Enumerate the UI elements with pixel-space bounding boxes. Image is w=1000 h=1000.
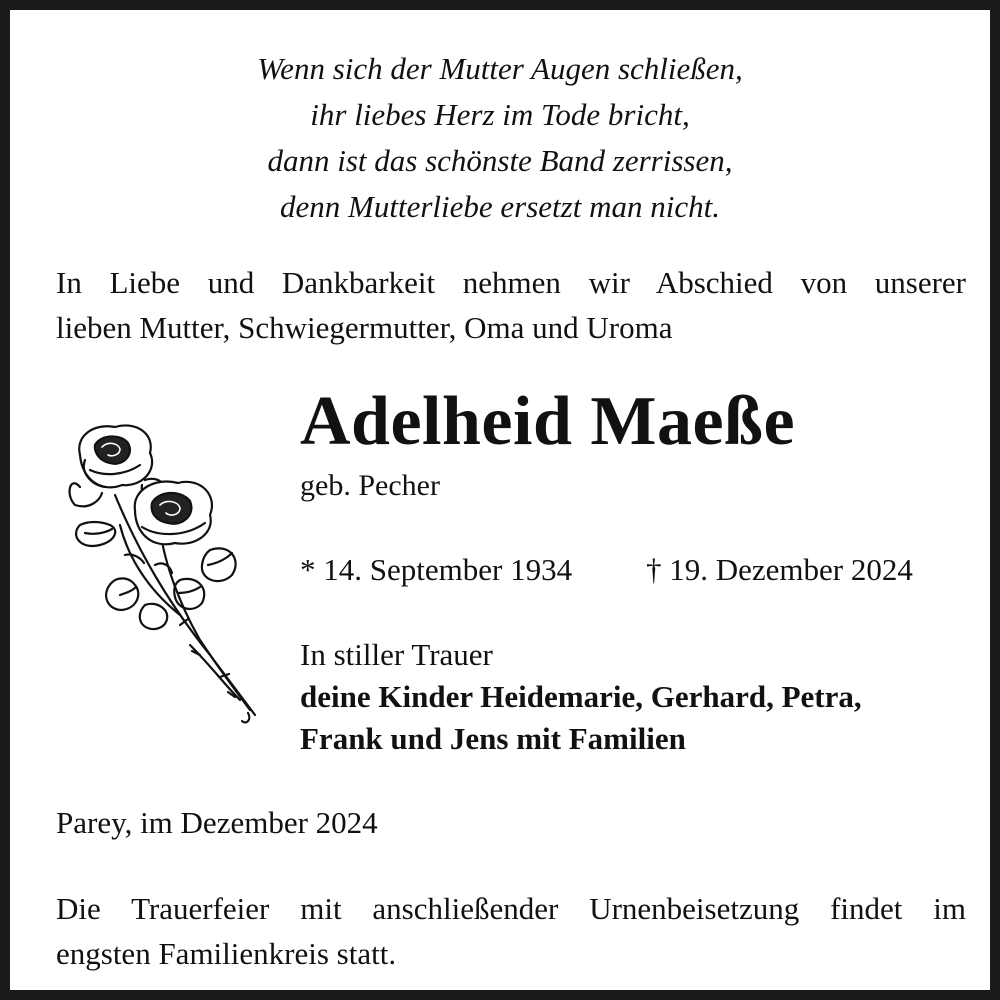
ceremony-line: engsten Familienkreis statt.	[56, 936, 397, 971]
intro-line: lieben Mutter, Schwiegermutter, Oma und Uroma	[56, 310, 673, 345]
rose-icon	[60, 415, 270, 730]
poem	[10, 46, 990, 230]
ceremony-line: Die Trauerfeier mit anschließender Urnenbeisetzung findet im	[56, 891, 966, 926]
death-date: † 19. Dezember 2024	[646, 552, 913, 587]
intro-text	[56, 260, 966, 350]
place-date: Parey, im Dezember 2024	[56, 805, 378, 840]
deceased-name: Adelheid Maeße	[300, 383, 796, 460]
maiden-name: geb. Pecher	[300, 469, 440, 502]
mourners-line: deine Kinder Heidemarie, Gerhard, Petra,	[300, 679, 862, 714]
mourners-list	[300, 676, 862, 760]
poem-line: denn Mutterliebe ersetzt man nicht.	[280, 189, 720, 224]
mourners-line: Frank und Jens mit Familien	[300, 721, 686, 756]
poem-line: Wenn sich der Mutter Augen schließen,	[257, 51, 743, 86]
ceremony-text	[56, 886, 966, 976]
intro-line: In Liebe und Dankbarkeit nehmen wir Abschied von unserer	[56, 265, 966, 300]
birth-date: * 14. September 1934	[300, 552, 573, 587]
poem-line: ihr liebes Herz im Tode bricht,	[310, 97, 690, 132]
poem-line: dann ist das schönste Band zerrissen,	[267, 143, 733, 178]
mourning-heading: In stiller Trauer	[300, 637, 493, 672]
